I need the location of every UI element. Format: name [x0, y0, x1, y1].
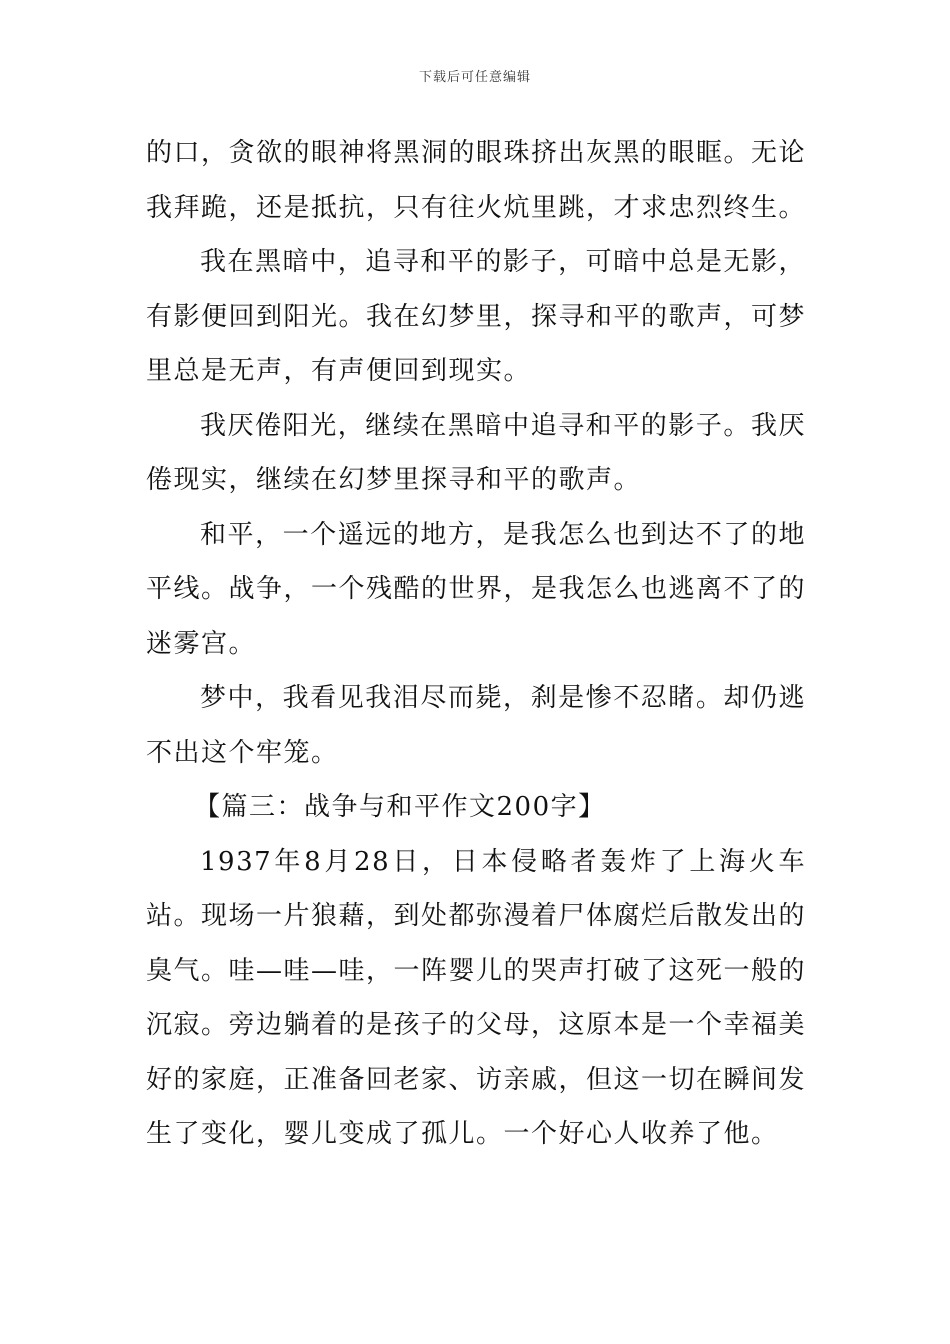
paragraph: 我在黑暗中，追寻和平的影子，可暗中总是无影，有影便回到阳光。我在幻梦里，探寻和平的歌声，可梦里总是无声，有声便回到现实。	[146, 247, 807, 386]
paragraph: 和平，一个遥远的地方，是我怎么也到达不了的地平线。战争，一个残酷的世界，是我怎么也逃离不了的迷雾宫。	[146, 519, 807, 659]
paragraph-continuation: 的口，贪欲的眼神将黑洞的眼珠挤出灰黑的眼眶。无论我拜跪，还是抵抗，只有往火炕里跳，才求忠烈终生。	[146, 138, 807, 223]
page-header: 下载后可任意编辑	[418, 70, 531, 85]
section-heading: 【篇三：战争与和平作文200字】	[194, 792, 606, 822]
paragraph: 梦中，我看见我泪尽而毙，刹是惨不忍睹。却仍逃不出这个牢笼。	[146, 683, 806, 768]
paragraph: 我厌倦阳光，继续在黑暗中追寻和平的影子。我厌倦现实，继续在幻梦里探寻和平的歌声。	[146, 410, 806, 495]
document-body	[146, 126, 806, 1162]
paragraph: 1937年8月28日，日本侵略者轰炸了上海火车站。现场一片狼藉，到处都弥漫着尸体腐烂后散发出的臭气。哇—哇—哇，一阵婴儿的哭声打破了这死一般的沉寂。旁边躺着的是孩子的父母，这原本是一个幸福美好的家庭，正准备回老家、访亲戚，但这一切在瞬间发生了变化，婴儿变成了孤儿。一个好心人收养了他。	[146, 846, 807, 1149]
